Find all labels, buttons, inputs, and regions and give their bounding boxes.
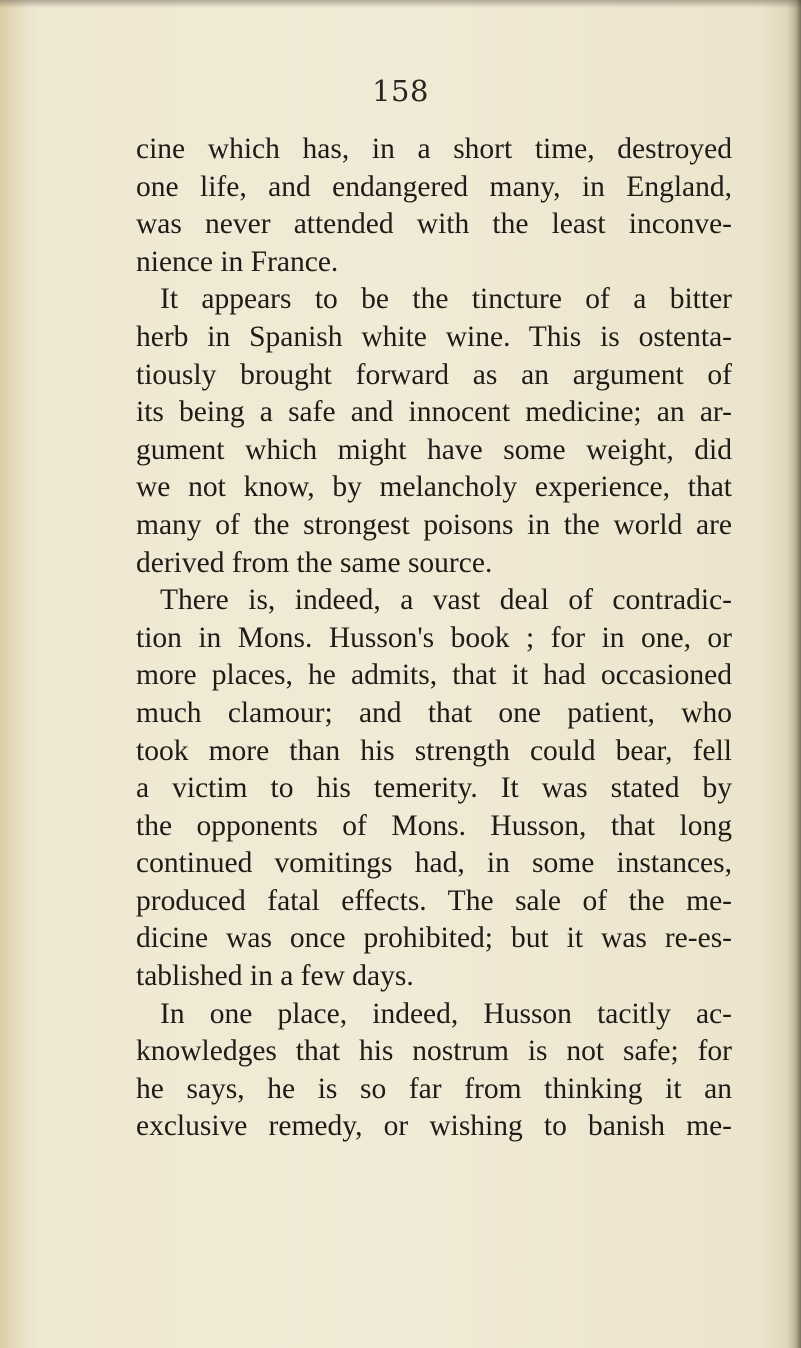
text-line: continued vomitings had, in some instances, (136, 847, 732, 880)
page-number: 158 (372, 74, 429, 108)
text-line: nience in France. (136, 245, 339, 278)
text-line: was never attended with the least inconve- (136, 208, 732, 241)
text-line: more places, he admits, that it had occasioned (136, 659, 732, 692)
text-line: tablished in a few days. (136, 960, 414, 993)
text-line: a victim to his temerity. It was stated by (136, 772, 732, 805)
text-line: many of the strongest poisons in the world are (136, 508, 732, 541)
text-line: its being a safe and innocent medicine; an ar- (136, 396, 732, 429)
text-line: cine which has, in a short time, destroyed (136, 133, 732, 165)
page-left-edge (0, 0, 26, 1348)
body-text (136, 131, 732, 1146)
text-line: herb in Spanish white wine. This is ostenta- (136, 320, 732, 353)
text-line: one life, and endangered many, in England, (136, 170, 732, 203)
text-line: took more than his strength could bear, fell (136, 734, 732, 767)
text-line: tion in Mons. Husson's book ; for in one, or (136, 621, 732, 654)
text-line: tiously brought forward as an argument of (136, 358, 732, 391)
text-line: derived from the same source. (136, 546, 493, 579)
text-line: exclusive remedy, or wishing to banish me- (136, 1110, 732, 1143)
text-line: It appears to be the tincture of a bitter (160, 283, 732, 316)
page-right-edge (787, 0, 801, 1348)
text-line: he says, he is so far from thinking it an (136, 1072, 732, 1105)
text-line: produced fatal effects. The sale of the me- (136, 884, 732, 917)
text-line: we not know, by melancholy experience, that (136, 471, 732, 504)
text-line: There is, indeed, a vast deal of contradic- (160, 584, 732, 617)
text-line: much clamour; and that one patient, who (136, 696, 732, 729)
text-line: In one place, indeed, Husson tacitly ac- (160, 997, 732, 1030)
text-line: gument which might have some weight, did (136, 433, 732, 466)
text-line: dicine was once prohibited; but it was re-es- (136, 922, 732, 955)
text-line: knowledges that his nostrum is not safe; for (136, 1035, 732, 1068)
page-top-shadow (0, 0, 801, 8)
text-line: the opponents of Mons. Husson, that long (136, 809, 732, 842)
